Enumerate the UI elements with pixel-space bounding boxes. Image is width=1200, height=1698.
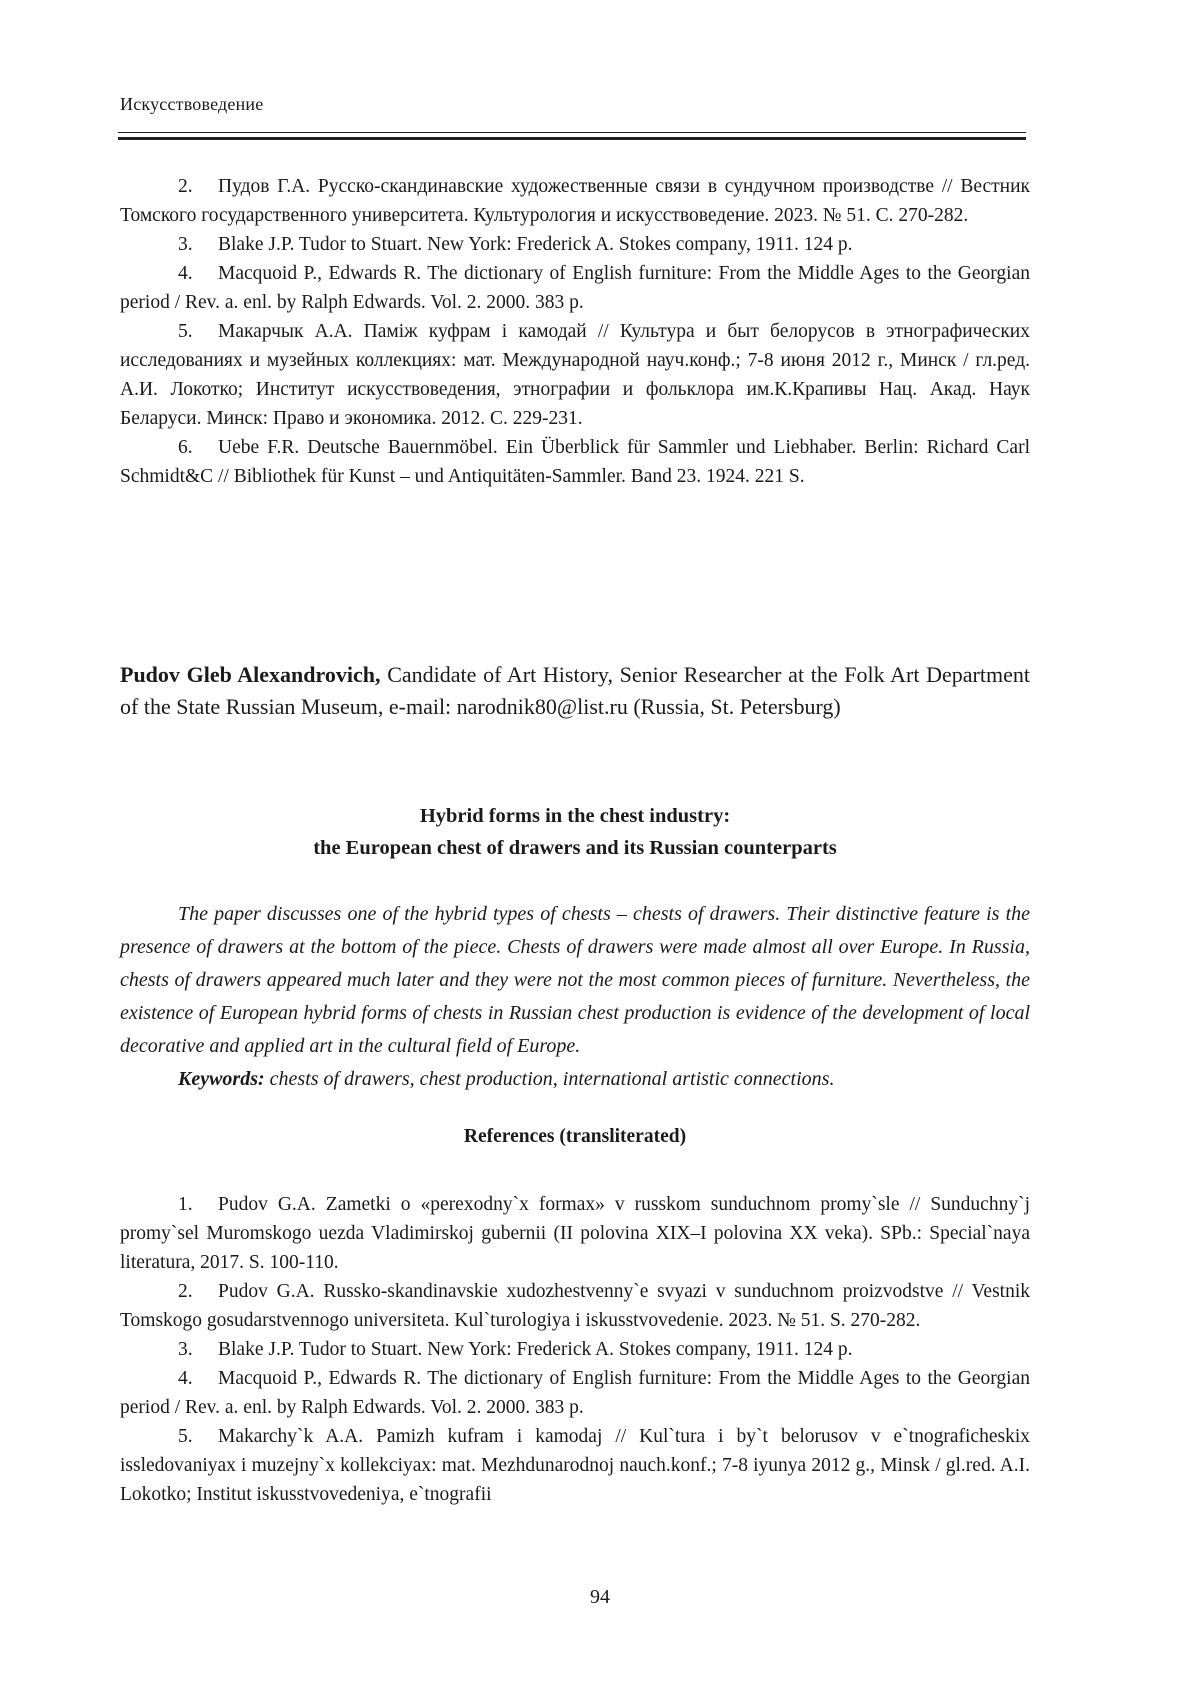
reference-item: 3. Blake J.P. Tudor to Stuart. New York: Frederick A. Stokes company, 1911. 124 p. — [178, 1339, 853, 1360]
reference-item: 4. Macquoid P., Edwards R. The dictionary of English furniture: From the Middle Ages to the Georgian period / Rev. a. enl. by Ralph Edwards. Vol. 2. 2000. 383 p. — [120, 1368, 1030, 1418]
author-name: Pudov Gleb Alexandrovich, — [120, 662, 381, 687]
references-heading: References (transliterated) — [463, 1126, 687, 1147]
author-info — [120, 659, 1030, 723]
author-details: Candidate of Art History, Senior Researcher at the Folk Art Department of the State Russian Museum, e-mail: narodnik80@list.ru (Russia, St. Petersburg) — [120, 662, 1030, 719]
title-line-2: the European chest of drawers and its Russian counterparts — [313, 837, 837, 859]
article-title — [120, 800, 1030, 864]
header-rule-thick — [118, 137, 1026, 140]
reference-item: 6. Uebe F.R. Deutsche Bauernmöbel. Ein Überblick für Sammler und Liebhaber. Berlin: Richard Carl Schmidt&C // Bibliothek für Kunst – und Antiquitäten-Sammler. Band 23. 1924. 221 S. — [120, 437, 1030, 487]
reference-item: 1. Pudov G.A. Zametki o «perexodny`x formax» v russkom sunduchnom promy`sle // Sunduchny`j promy`sel Muromskogo uezda Vladimirskoj gubernii (II polovina XIX–I polovina XX veka). SPb.: Special`naya literatura, 2017. S. 100-110. — [120, 1194, 1030, 1273]
abstract-text: The paper discusses one of the hybrid types of chests – chests of drawers. Their distinctive feature is the presence of drawers at the bottom of the piece. Chests of drawers were made almost all over Europe. In Russia, chests of drawers appeared much later and they were not the most common pieces of furniture. Nevertheless, the existence of European hybrid forms of chests in Russian chest production is evidence of the development of local decorative and applied art in the cultural field of Europe. — [120, 903, 1030, 1057]
reference-item: 2. Пудов Г.А. Русско-скандинавские художественные связи в сундучном производстве // Вестник Томского государственного университета. Культурология и искусствоведение. 2023. № 51. С. 270-282. — [120, 176, 1030, 226]
running-head: Искусствоведение — [120, 94, 264, 114]
reference-list-transliterated — [120, 1190, 1030, 1509]
keywords — [120, 1063, 1030, 1096]
reference-list-russian — [120, 172, 1030, 491]
title-line-1: Hybrid forms in the chest industry: — [419, 805, 731, 827]
reference-item: 5. Макарчык А.А. Паміж куфрам і камодай // Культура и быт белорусов в этнографических исследованиях и музейных коллекциях: мат. Международной науч.конф.; 7-8 июня 2012 г., Минск / гл.ред. А.И. Локотко; Институт искусствоведения, этнографии и фольклора им.К.Крапивы Нац. Акад. Наук Беларуси. Минск: Право и экономика. 2012. С. 229-231. — [120, 321, 1030, 429]
reference-item: 3. Blake J.P. Tudor to Stuart. New York: Frederick A. Stokes company, 1911. 124 p. — [178, 234, 853, 255]
keywords-label: Keywords: — [178, 1068, 265, 1090]
keywords-text: chests of drawers, chest production, international artistic connections. — [269, 1068, 835, 1090]
header-rule-thin — [118, 132, 1026, 133]
reference-item: 5. Makarchy`k A.A. Pamizh kufram i kamodaj // Kul`tura i by`t belorusov v e`tnograficheskix issledovaniyax i muzejny`x kollekciyax: mat. Mezhdunarodnoj nauch.konf.; 7-8 iyunya 2012 g., Minsk / gl.red. A.I. Lokotko; Institut iskusstvovedeniya, e`tnografii — [120, 1426, 1030, 1505]
abstract — [120, 898, 1030, 1096]
reference-item: 4. Macquoid P., Edwards R. The dictionary of English furniture: From the Middle Ages to the Georgian period / Rev. a. enl. by Ralph Edwards. Vol. 2. 2000. 383 p. — [120, 263, 1030, 313]
reference-item: 2. Pudov G.A. Russko-skandinavskie xudozhestvenny`e svyazi v sunduchnom proizvodstve // Vestnik Tomskogo gosudarstvennogo universiteta. Kul`turologiya i iskusstvovedenie. 2023. № 51. S. 270-282. — [120, 1281, 1030, 1331]
page-number: 94 — [590, 1586, 610, 1608]
